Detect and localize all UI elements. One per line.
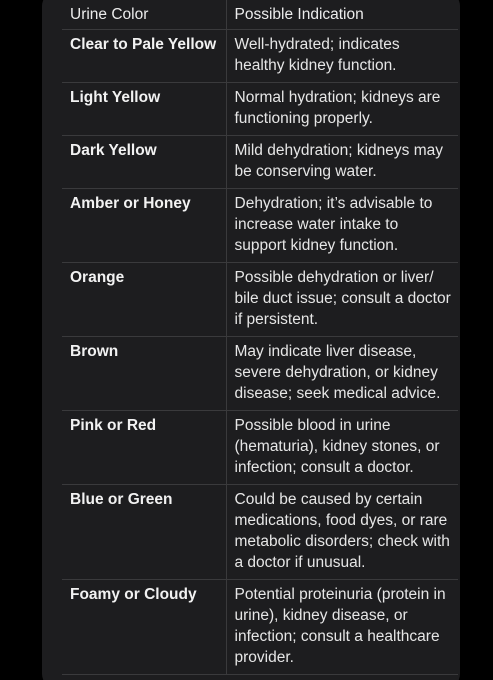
indication-cell: Well-hydrated; indicates healthy kidney function. <box>226 30 458 83</box>
urine-color-cell: Light Yellow <box>62 83 226 136</box>
urine-color-cell: Foamy or Cloudy <box>62 580 226 675</box>
table-row <box>62 485 458 580</box>
indication-cell: Potential proteinuria (protein in urine), kidney disease, or infection; consult a healthcare provider. <box>226 580 458 675</box>
table-row <box>62 263 458 337</box>
table-header-row <box>62 0 458 30</box>
urine-color-cell: Brown <box>62 337 226 411</box>
table-row <box>62 411 458 485</box>
indication-cell: Possible blood in urine (hematuria), kidney stones, or infection; consult a doctor. <box>226 411 458 485</box>
urine-color-cell: Blue or Green <box>62 485 226 580</box>
header-possible-indication: Possible Indication <box>226 0 458 30</box>
table-row <box>62 189 458 263</box>
indication-cell: Dehydration; it’s advisable to increase water intake to support kidney function. <box>226 189 458 263</box>
table-row <box>62 30 458 83</box>
indication-cell: Mild dehydration; kidneys may be conserving water. <box>226 136 458 189</box>
indication-cell: Normal hydration; kidneys are functioning properly. <box>226 83 458 136</box>
urine-color-cell: Dark Yellow <box>62 136 226 189</box>
urine-color-cell: Amber or Honey <box>62 189 226 263</box>
indication-cell: Possible dehydration or liver/ bile duct issue; consult a doctor if persistent. <box>226 263 458 337</box>
urine-color-cell: Pink or Red <box>62 411 226 485</box>
urine-color-table <box>62 0 458 675</box>
table-row <box>62 337 458 411</box>
indication-cell: Could be caused by certain medications, food dyes, or rare metabolic disorders; check with a doctor if unusual. <box>226 485 458 580</box>
table-row <box>62 136 458 189</box>
indication-cell: May indicate liver disease, severe dehydration, or kidney disease; seek medical advice. <box>226 337 458 411</box>
table-row <box>62 83 458 136</box>
urine-color-cell: Orange <box>62 263 226 337</box>
header-urine-color: Urine Color <box>62 0 226 30</box>
urine-color-cell: Clear to Pale Yellow <box>62 30 226 83</box>
table-row <box>62 580 458 675</box>
